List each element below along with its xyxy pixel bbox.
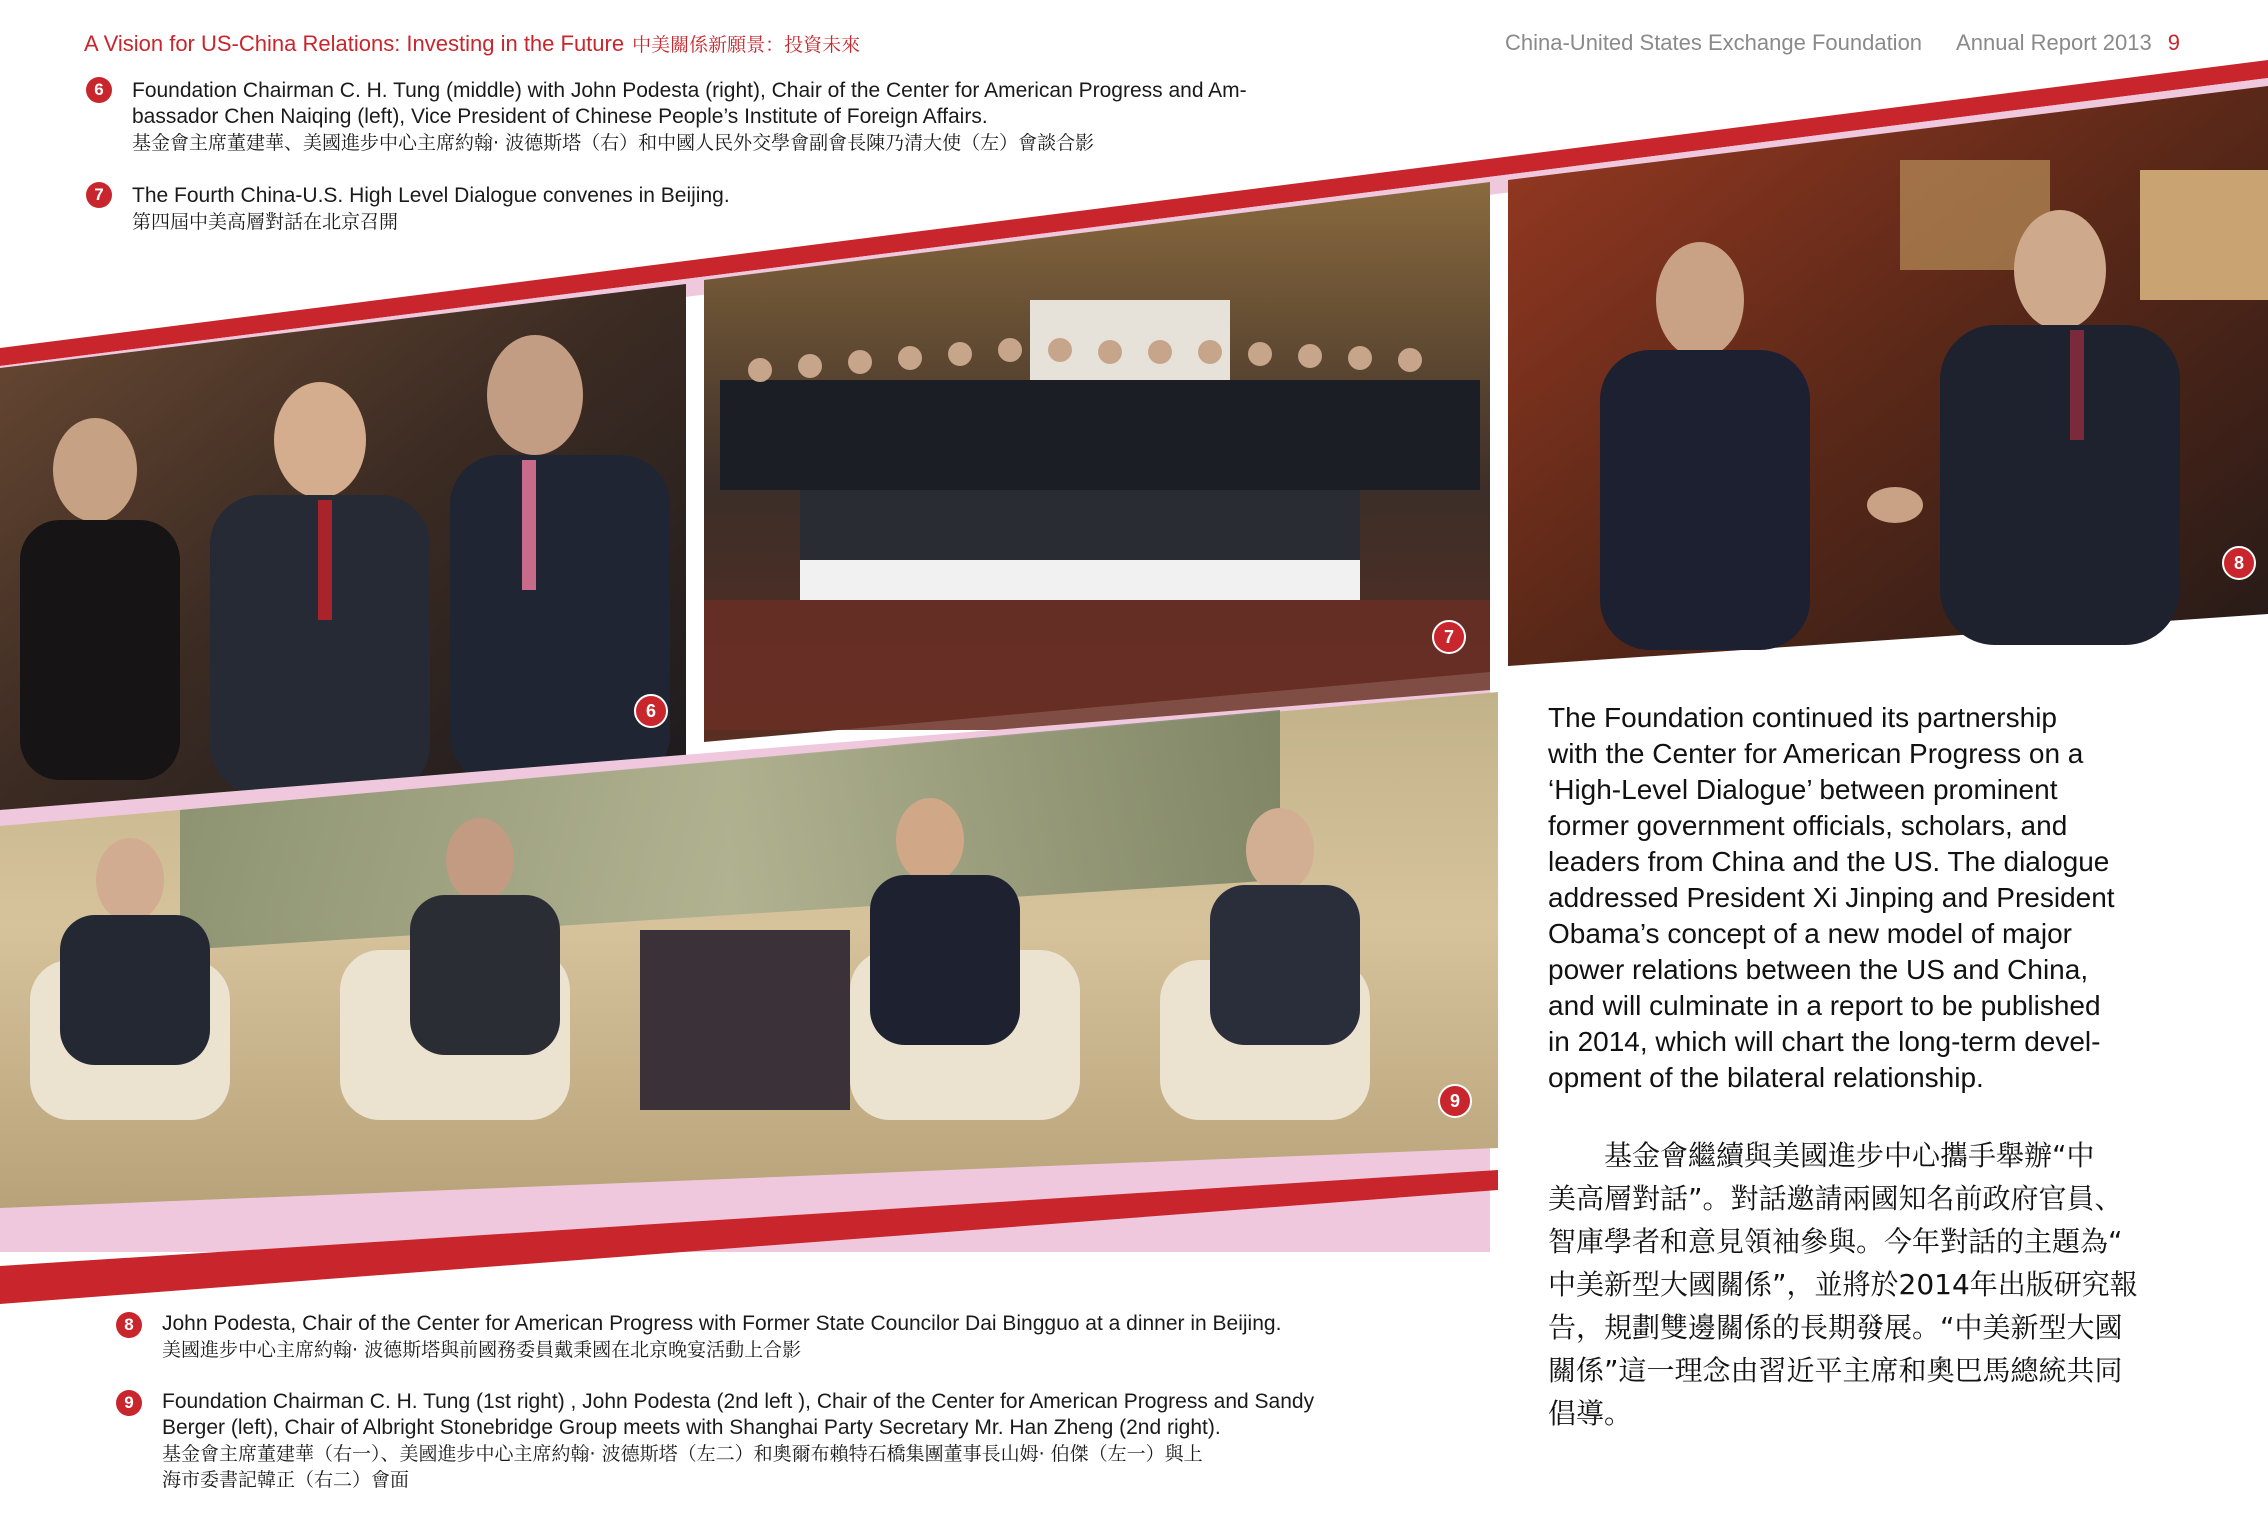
caption-line: Foundation Chairman C. H. Tung (1st right) , John Podesta (2nd left ), Chair of the Center for American Progress and Sandy	[162, 1390, 1315, 1413]
caption-line: The Fourth China-U.S. High Level Dialogue convenes in Beijing.	[132, 184, 730, 207]
caption-line-cn: 海市委書記韓正（右二）會面	[162, 1469, 410, 1491]
body-line-cn: 中美新型大國關係”，並將於2014年出版研究報	[1548, 1268, 2138, 1301]
caption-7	[132, 183, 730, 235]
header-title-cn: 中美關係新願景：投資未來	[632, 34, 861, 56]
caption-6	[132, 78, 1247, 156]
caption-line: Berger (left), Chair of Albright Stonebridge Group meets with Shanghai Party Secretary Mr. Han Zheng (2nd right).	[162, 1416, 1221, 1439]
body-line: leaders from China and the US. The dialogue	[1548, 846, 2110, 877]
caption-line-cn: 基金會主席董建華（右一）、美國進步中心主席約翰· 波德斯塔（左二）和奧爾布賴特石橋集團董事長山姆· 伯傑（左一）與上	[162, 1443, 1203, 1465]
caption-line: John Podesta, Chair of the Center for American Progress with Former State Councilor Dai Bingguo at a dinner in Beijing.	[162, 1312, 1282, 1335]
running-header-meta	[1505, 30, 2180, 56]
caption-8	[162, 1311, 1281, 1363]
caption-line: Foundation Chairman C. H. Tung (middle) with John Podesta (right), Chair of the Center for American Progress and Am-	[132, 79, 1247, 102]
running-header-title	[84, 30, 860, 57]
body-line: with the Center for American Progress on a	[1548, 738, 2084, 769]
body-paragraph-cn	[1548, 1134, 2198, 1435]
caption-line-cn: 第四屆中美高層對話在北京召開	[132, 211, 399, 233]
caption-9	[162, 1389, 1314, 1493]
photo-badge-8: 8	[2222, 546, 2256, 580]
photo-badge-7: 7	[1432, 620, 1466, 654]
header-report: Annual Report 2013	[1956, 30, 2152, 55]
body-line-cn: 智庫學者和意見領袖參與。今年對話的主題為“	[1548, 1225, 2123, 1258]
header-foundation: China-United States Exchange Foundation	[1505, 30, 1923, 55]
photo-7	[704, 182, 1490, 742]
caption-marker-9: 9	[116, 1390, 142, 1416]
photo-6	[0, 284, 686, 810]
photo-badge-9: 9	[1438, 1084, 1472, 1118]
caption-marker-7: 7	[86, 182, 112, 208]
body-line: and will culminate in a report to be published	[1548, 990, 2101, 1021]
caption-line: bassador Chen Naiqing (left), Vice President of Chinese People’s Institute of Foreign Affairs.	[132, 105, 988, 128]
body-line-cn: 基金會繼續與美國進步中心攜手舉辦“中	[1548, 1139, 2095, 1172]
body-line: former government officials, scholars, and	[1548, 810, 2068, 841]
body-line: in 2014, which will chart the long-term devel-	[1548, 1026, 2101, 1057]
caption-marker-8: 8	[116, 1312, 142, 1338]
body-line: power relations between the US and China,	[1548, 954, 2089, 985]
body-line: addressed President Xi Jinping and President	[1548, 882, 2115, 913]
body-line: ‘High-Level Dialogue’ between prominent	[1548, 774, 2058, 805]
page-number: 9	[2167, 30, 2180, 55]
photo-8	[1508, 86, 2268, 666]
body-line-cn: 關係”這一理念由習近平主席和奧巴馬總統共同	[1548, 1354, 2123, 1387]
body-line: Obama’s concept of a new model of major	[1548, 918, 2072, 949]
body-line-cn: 倡導。	[1548, 1397, 1633, 1430]
photo-badge-6: 6	[634, 694, 668, 728]
caption-line-cn: 美國進步中心主席約翰· 波德斯塔與前國務委員戴秉國在北京晚宴活動上合影	[162, 1339, 802, 1361]
body-line-cn: 美高層對話”。對話邀請兩國知名前政府官員、	[1548, 1182, 2123, 1215]
body-line: The Foundation continued its partnership	[1548, 702, 2057, 733]
body-paragraph-en	[1548, 700, 2198, 1096]
header-title-en: A Vision for US-China Relations: Investing in the Future	[84, 31, 625, 56]
caption-marker-6: 6	[86, 77, 112, 103]
body-line-cn: 告，規劃雙邊關係的長期發展。“中美新型大國	[1548, 1311, 2123, 1344]
body-line: opment of the bilateral relationship.	[1548, 1062, 1984, 1093]
caption-line-cn: 基金會主席董建華、美國進步中心主席約翰· 波德斯塔（右）和中國人民外交學會副會長陳乃清大使（左）會談合影	[132, 132, 1095, 154]
